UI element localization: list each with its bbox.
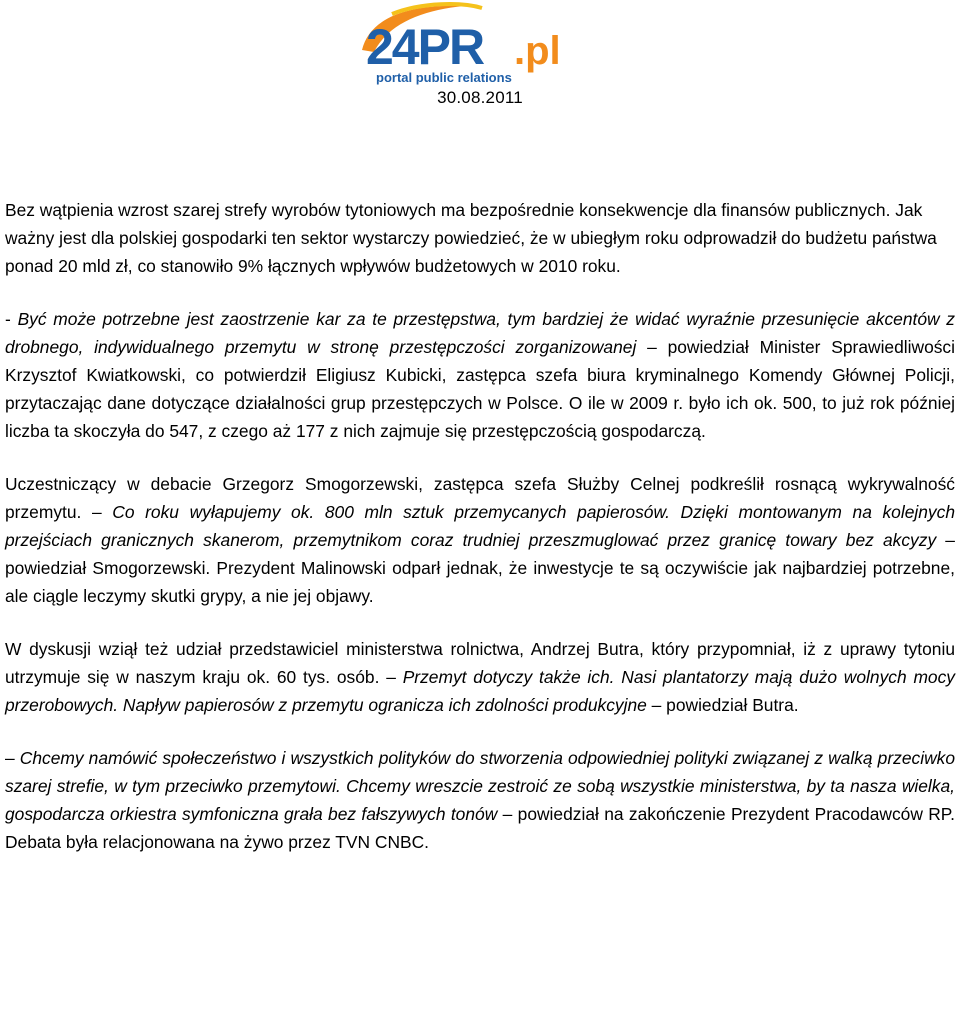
article-paragraph: [5, 744, 955, 856]
article-paragraph: [5, 635, 955, 719]
article-paragraph: [5, 305, 955, 445]
article-body: [5, 196, 955, 881]
quote-text: Co roku wyłapujemy ok. 800 mln sztuk przemycanych papierosów. Dzięki montowanym na kolejnych przejściach granicznych skanerom, przemytnikom coraz trudniej przeszmuglować przez granicę towary bez akcyzy: [5, 502, 955, 550]
body-text: – powiedział Minister Sprawiedliwości Krzysztof Kwiatkowski, co potwierdził Eligiusz Kubicki, zastępca szefa biura kryminalnego Komendy Głównej Policji, przytaczając dane dotyczące działalności grup przestępczych w Polsce. O ile w 2009 r. było ich ok. 500, to już rok później liczba ta skoczyła do 547, z czego aż 177 z nich zajmuje się przestępczością gospodarczą.: [5, 337, 955, 441]
body-text: -: [5, 309, 18, 329]
logo-tagline: portal public relations: [376, 70, 512, 85]
page-header: [0, 0, 960, 120]
body-text: W dyskusji wziął też udział przedstawiciel ministerstwa rolnictwa, Andrzej Butra, który przypomniał, iż z uprawy tytoniu utrzymuje się w naszym kraju ok. 60 tys. osób. –: [5, 639, 955, 687]
article-paragraph: [5, 470, 955, 610]
quote-text: Chcemy namówić społeczeństwo i wszystkich polityków do stworzenia odpowiedniej polityki związanej z walką przeciwko szarej strefie, w tym przeciwko przemytowi. Chcemy wreszcie zestroić ze sobą wszystkie ministerstwa, by ta nasza wielka, gospodarcza orkiestra symfoniczna grała bez fałszywych tonów: [5, 748, 955, 824]
body-text: Uczestniczący w debacie Grzegorz Smogorzewski, zastępca szefa Służby Celnej podkreślił rosnącą wykrywalność przemytu. –: [5, 474, 955, 522]
body-text: – powiedział Butra.: [646, 695, 799, 715]
body-text: Bez wątpienia wzrost szarej strefy wyrobów tytoniowych ma bezpośrednie konsekwencje dla finansów publicznych. Jak ważny jest dla polskiej gospodarki ten sektor wystarczy powiedzieć, że w ubiegłym roku odprowadził do budżetu państwa ponad 20 mld zł, co stanowiło 9% łącznych wpływów budżetowych w 2010 roku.: [5, 200, 937, 276]
body-text: – powiedział Smogorzewski. Prezydent Malinowski odparł jednak, że inwestycje te są oczywiście jak najbardziej potrzebne, ale ciągle leczymy skutki grypy, a nie jej objawy.: [5, 530, 955, 606]
logo-domain-text: .pl: [514, 29, 561, 73]
publication-date: 30.08.2011: [437, 88, 523, 107]
logo-main-text: 24PR: [366, 19, 484, 75]
body-text: –: [5, 748, 20, 768]
quote-text: Być może potrzebne jest zaostrzenie kar za te przestępstwa, tym bardziej że widać wyraźnie przesunięcie akcentów z drobnego, indywidualnego przemytu w stronę przestępczości zorganizowanej: [5, 309, 956, 357]
body-text: – powiedział na zakończenie Prezydent Pracodawców RP. Debata była relacjonowana na żywo przez TVN CNBC.: [5, 804, 955, 852]
logo-graphic: [352, 2, 584, 88]
logo-24pr[interactable]: [352, 2, 584, 88]
quote-text: Przemyt dotyczy także ich. Nasi plantatorzy mają dużo wolnych mocy przerobowych. Napływ papierosów z przemytu ogranicza ich zdolności produkcyjne: [5, 667, 955, 715]
article-paragraph: [5, 196, 955, 280]
